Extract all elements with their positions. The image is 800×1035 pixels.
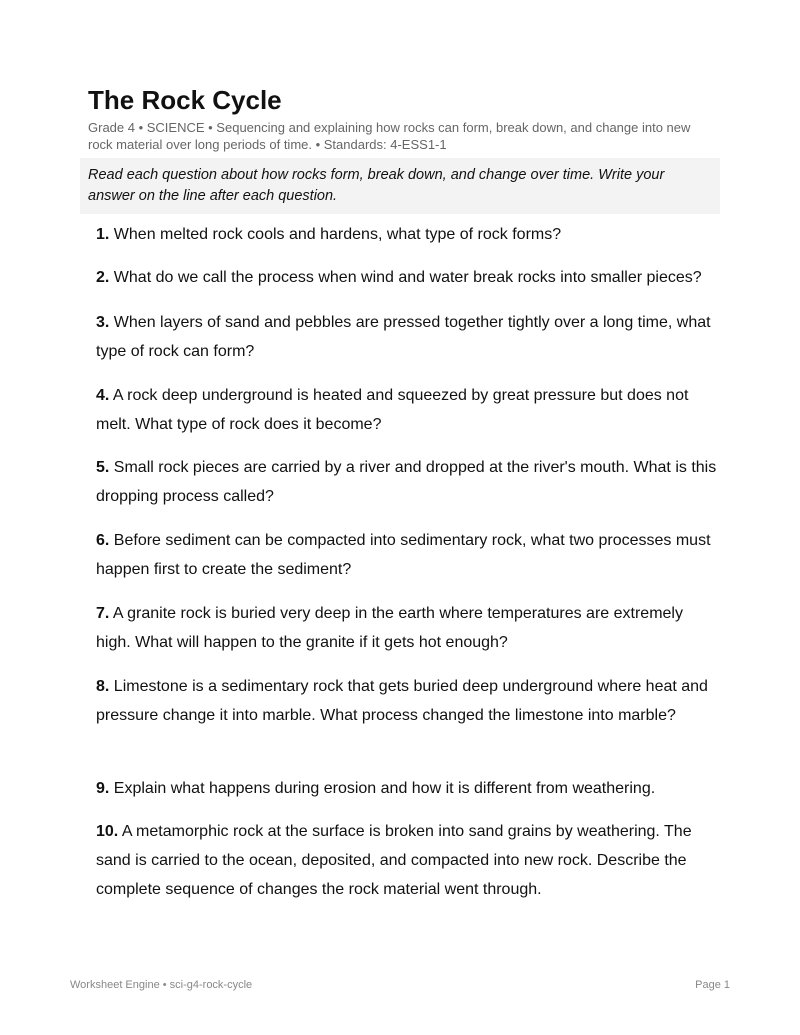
- question-number: 8.: [96, 678, 110, 695]
- question-number: 6.: [96, 532, 110, 549]
- question-text: Explain what happens during erosion and how it is different from weathering.: [113, 780, 656, 797]
- question-number: 5.: [96, 459, 110, 476]
- question-text: Limestone is a sedimentary rock that gets buried deep underground where heat and pressure change it into marble. What process changed the limestone into marble?: [96, 678, 708, 724]
- question-item: [96, 382, 720, 440]
- question-text: What do we call the process when wind and water break rocks into smaller pieces?: [113, 269, 702, 286]
- question-number: 7.: [96, 605, 110, 622]
- question-item: [96, 309, 720, 367]
- question-text: A rock deep underground is heated and squeezed by great pressure but does not melt. What type of rock does it become?: [96, 387, 689, 433]
- question-item: [96, 775, 720, 804]
- question-number: 10.: [96, 823, 119, 840]
- question-text: When melted rock cools and hardens, what type of rock forms?: [113, 226, 562, 243]
- question-number: 1.: [96, 226, 110, 243]
- question-item: [96, 600, 720, 658]
- question-number: 4.: [96, 387, 110, 404]
- question-item: [96, 454, 720, 512]
- footer-page-number: Page 1: [695, 979, 730, 991]
- question-item: [96, 818, 720, 904]
- question-text: When layers of sand and pebbles are pressed together tightly over a long time, what type of rock can form?: [96, 314, 711, 360]
- worksheet-meta: Grade 4 • SCIENCE • Sequencing and explaining how rocks can form, break down, and change into new rock material over long periods of time. • Standards: 4-ESS1-1: [88, 120, 691, 152]
- question-number: 9.: [96, 780, 110, 797]
- question-text: Before sediment can be compacted into sedimentary rock, what two processes must happen first to create the sediment?: [96, 532, 711, 578]
- question-item: [96, 264, 720, 293]
- question-number: 3.: [96, 314, 110, 331]
- question-item: [96, 221, 720, 250]
- question-number: 2.: [96, 269, 110, 286]
- question-item: [96, 527, 720, 585]
- footer-source: Worksheet Engine • sci-g4-rock-cycle: [70, 979, 253, 991]
- question-item: [96, 673, 720, 731]
- page-title: The Rock Cycle: [88, 85, 282, 115]
- question-text: A granite rock is buried very deep in the earth where temperatures are extremely high. What will happen to the granite if it gets hot enough?: [96, 605, 683, 651]
- question-text: Small rock pieces are carried by a river and dropped at the river's mouth. What is this dropping process called?: [96, 459, 717, 505]
- question-text: A metamorphic rock at the surface is broken into sand grains by weathering. The sand is carried to the ocean, deposited, and compacted into new rock. Describe the complete sequence of changes the rock material went through.: [96, 823, 692, 898]
- instructions-box: Read each question about how rocks form, break down, and change over time. Write your answer on the line after each question.: [80, 158, 720, 214]
